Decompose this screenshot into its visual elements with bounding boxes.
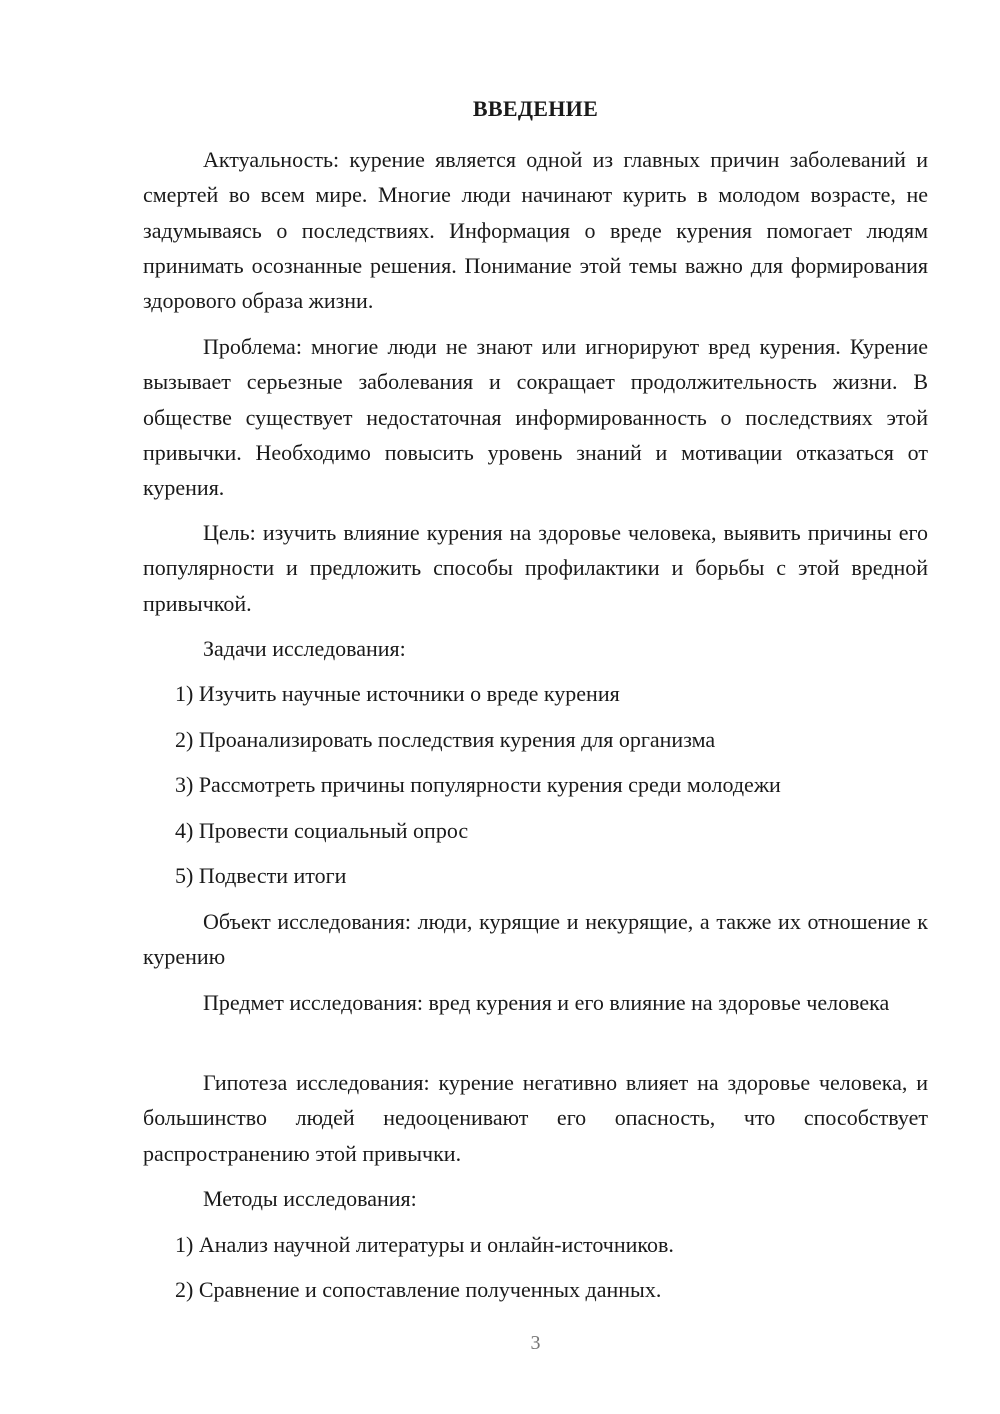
- problem-paragraph: Проблема: многие люди не знают или игнорируют вред курения. Курение вызывает серьезные заболевания и сокращает продолжительность жизни. В обществе существует недостаточная информированность о последствиях этой привычки. Необходимо повысить уровень знаний и мотивации отказаться от курения.: [143, 334, 928, 501]
- hypothesis-paragraph: Гипотеза исследования: курение негативно влияет на здоровье человека, и большинство людей недооценивают его опасность, что способствует распространению этой привычки.: [143, 1070, 928, 1166]
- task-item: 2) Проанализировать последствия курения для организма: [175, 727, 716, 752]
- page-number: 3: [530, 1332, 541, 1354]
- task-item: 5) Подвести итоги: [175, 863, 347, 888]
- task-item: 3) Рассмотреть причины популярности курения среди молодежи: [175, 772, 781, 797]
- task-item: 1) Изучить научные источники о вреде курения: [175, 681, 620, 706]
- task-item: 4) Провести социальный опрос: [175, 818, 469, 843]
- object-paragraph: Объект исследования: люди, курящие и некурящие, а также их отношение к курению: [143, 909, 928, 970]
- method-item: 1) Анализ научной литературы и онлайн-источников.: [175, 1232, 674, 1257]
- goal-paragraph: Цель: изучить влияние курения на здоровье человека, выявить причины его популярности и предложить способы профилактики и борьбы с этой вредной привычкой.: [143, 520, 928, 616]
- subject-paragraph: Предмет исследования: вред курения и его влияние на здоровье человека: [203, 990, 890, 1015]
- tasks-heading: Задачи исследования:: [203, 636, 406, 661]
- page-title: ВВЕДЕНИЕ: [472, 96, 599, 121]
- document-page: [143, 0, 928, 1414]
- relevance-paragraph: Актуальность: курение является одной из главных причин заболеваний и смертей во всем мире. Многие люди начинают курить в молодом возрасте, не задумываясь о последствиях. Информация о вреде курения помогает людям принимать осознанные решения. Понимание этой темы важно для формирования здорового образа жизни.: [143, 147, 928, 314]
- methods-heading: Методы исследования:: [203, 1186, 417, 1211]
- method-item: 2) Сравнение и сопоставление полученных данных.: [175, 1277, 662, 1302]
